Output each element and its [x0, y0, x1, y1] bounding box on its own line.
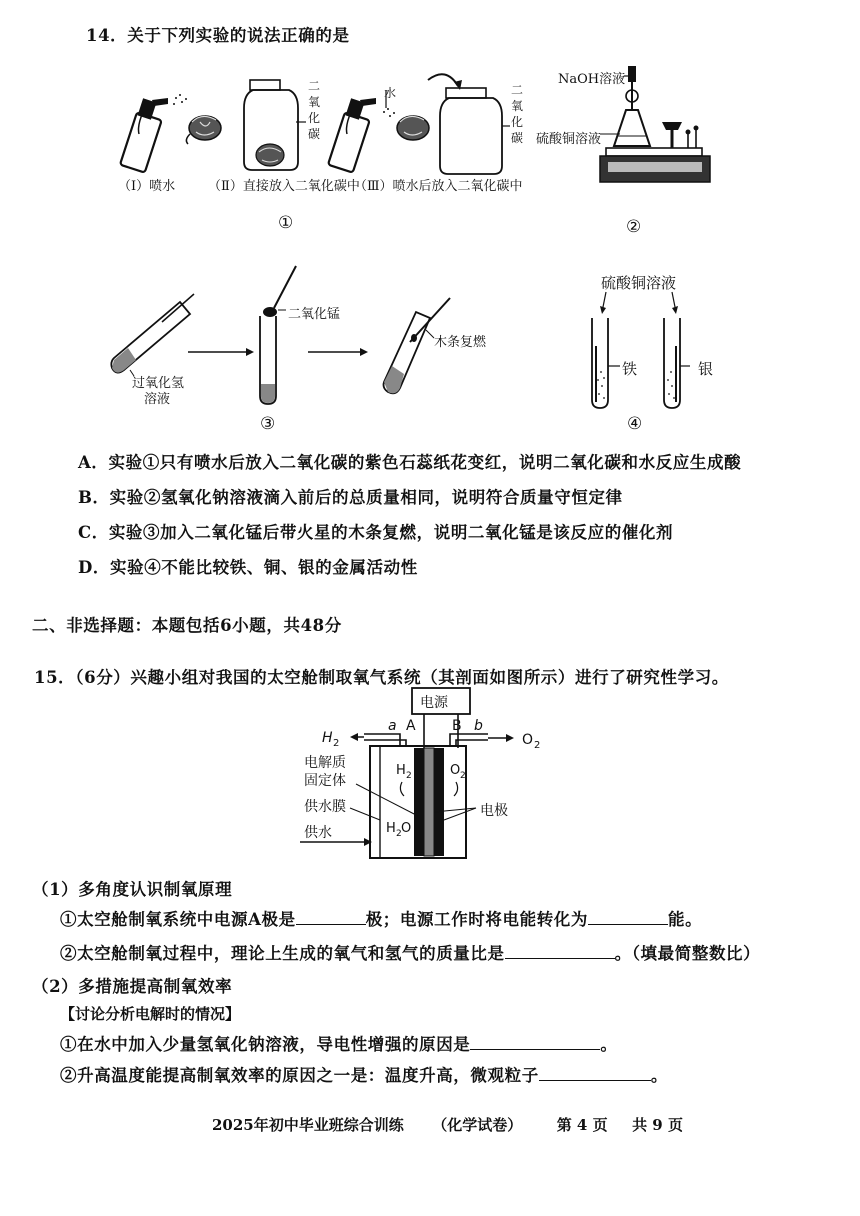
h2-out-label: H — [322, 730, 333, 746]
h2o2-label-1: 过氧化氢 — [132, 376, 185, 391]
part2-title: （2）多措施提高制氧效率 — [32, 977, 233, 996]
svg-text:2: 2 — [460, 771, 466, 781]
spray-bottle-icon-2 — [328, 98, 376, 173]
svg-text:碳: 碳 — [511, 131, 524, 145]
part1-q1: ①太空舱制氧系统中电源A极是 极；电源工作时将电能转化为 能。 — [60, 910, 703, 929]
fig2-number: ② — [626, 217, 642, 237]
svg-text:氧: 氧 — [308, 95, 321, 109]
footer-exam: 2025年初中毕业班综合训练 — [212, 1116, 404, 1134]
part1-q2: ②太空舱制氧过程中，理论上生成的氧气和氢气的质量比是 。（填最简整数比） — [60, 944, 761, 963]
svg-text:化: 化 — [308, 111, 321, 125]
blank-conductivity-reason[interactable] — [470, 1035, 600, 1050]
water-label: 水 — [384, 86, 397, 100]
footer — [212, 1114, 683, 1135]
label-a: a — [388, 718, 397, 734]
tilted-test-tube-1 — [111, 294, 194, 373]
test-tube-silver — [664, 318, 690, 408]
litmus-flower-icon-1 — [186, 116, 221, 144]
co2-label-2 — [511, 83, 523, 145]
spray-bottle-icon-1 — [120, 98, 168, 173]
svg-text:2: 2 — [406, 771, 412, 781]
svg-text:氧: 氧 — [511, 99, 524, 113]
h2o-label: H — [386, 821, 396, 836]
part2-q1: ①在水中加入少量氢氧化钠溶液，导电性增强的原因是 。 — [60, 1035, 618, 1054]
blank-mass-ratio[interactable] — [505, 944, 615, 959]
splint-label: 木条复燃 — [434, 335, 487, 350]
fig3-number: ③ — [260, 414, 276, 434]
caption-iii: （Ⅲ）喷水后放入二氧化碳中 — [354, 179, 523, 194]
svg-text:二: 二 — [308, 79, 321, 93]
jar-1 — [244, 80, 306, 170]
option-c: C．实验③加入二氧化锰后带火星的木条复燃，说明二氧化锰是该反应的催化剂 — [78, 523, 674, 542]
h2o2-label-2: 溶液 — [144, 392, 171, 407]
litmus-flower-icon-2 — [397, 116, 429, 140]
label-A: A — [406, 718, 416, 734]
fig1-diagram — [110, 60, 530, 240]
curved-arrow-icon — [428, 74, 458, 86]
power-label: 电源 — [420, 695, 448, 711]
footer-page: 第 4 页 — [556, 1116, 608, 1134]
part2-subtitle: 【讨论分析电解时的情况】 — [60, 1005, 241, 1023]
option-b: B．实验②氢氧化钠溶液滴入前后的总质量相同，说明符合质量守恒定律 — [78, 488, 623, 507]
co2-label-1 — [308, 79, 320, 141]
membrane-label: 供水膜 — [304, 799, 346, 815]
o2-out-label: O — [522, 732, 534, 748]
svg-text:二: 二 — [511, 83, 524, 97]
option-a: A．实验①只有喷水后放入二氧化碳的紫色石蕊纸花变红，说明二氧化碳和水反应生成酸 — [78, 453, 742, 472]
naoh-label: NaOH溶液 — [558, 72, 626, 87]
fe-label: 铁 — [622, 360, 638, 378]
footer-subject: （化学试卷） — [432, 1116, 523, 1134]
ag-label: 银 — [698, 360, 714, 378]
cuso4-label-fig4: 硫酸铜溶液 — [601, 274, 677, 292]
jar-2 — [440, 88, 510, 174]
q15-stem: 15．（6分）兴趣小组对我国的太空舱制取氧气系统（其剖面如图所示）进行了研究性学习。 — [34, 668, 729, 687]
svg-text:O: O — [450, 763, 461, 778]
label-b: b — [474, 718, 483, 734]
upright-test-tube — [260, 266, 296, 404]
section2-title: 二、非选择题：本题包括6小题，共48分 — [32, 616, 342, 635]
caption-ii: （Ⅱ）直接放入二氧化碳中 — [208, 179, 360, 194]
label-B: B — [452, 718, 462, 734]
fig4-diagram — [580, 290, 700, 415]
electrode-label: 电极 — [480, 803, 508, 819]
option-d: D．实验④不能比较铁、铜、银的金属活动性 — [78, 558, 418, 577]
blank-particle-behavior[interactable] — [539, 1066, 651, 1081]
fig1-number: ① — [278, 213, 294, 233]
o2-out-sub: 2 — [534, 740, 541, 751]
fig4-number: ④ — [627, 414, 643, 434]
part1-title: （1）多角度认识制氧原理 — [32, 880, 233, 899]
water-supply-label: 供水 — [304, 825, 332, 841]
caption-i: （Ⅰ）喷水 — [118, 179, 176, 194]
part2-q2: ②升高温度能提高制氧效率的原因之一是：温度升高，微观粒子 。 — [60, 1066, 668, 1085]
blank-energy-type[interactable] — [588, 910, 668, 925]
spray-dots-1 — [173, 94, 187, 105]
q14-stem: 14．关于下列实验的说法正确的是 — [86, 26, 350, 45]
footer-total: 共 9 页 — [632, 1116, 683, 1134]
electrolyte-label-2: 固定体 — [304, 773, 346, 789]
svg-text:碳: 碳 — [308, 127, 321, 141]
electrolyte-label-1: 电解质 — [304, 755, 346, 771]
blank-electrode-type[interactable] — [296, 910, 366, 925]
svg-text:2: 2 — [396, 829, 402, 839]
mno2-label: 二氧化锰 — [288, 307, 341, 322]
balance-diagram — [600, 62, 720, 192]
svg-text:化: 化 — [511, 115, 524, 129]
test-tube-iron — [592, 318, 620, 408]
svg-text:H: H — [396, 763, 406, 778]
h2-out-sub: 2 — [333, 738, 340, 749]
cuso4-label-fig2: 硫酸铜溶液 — [536, 132, 602, 147]
svg-text:O: O — [401, 821, 412, 836]
